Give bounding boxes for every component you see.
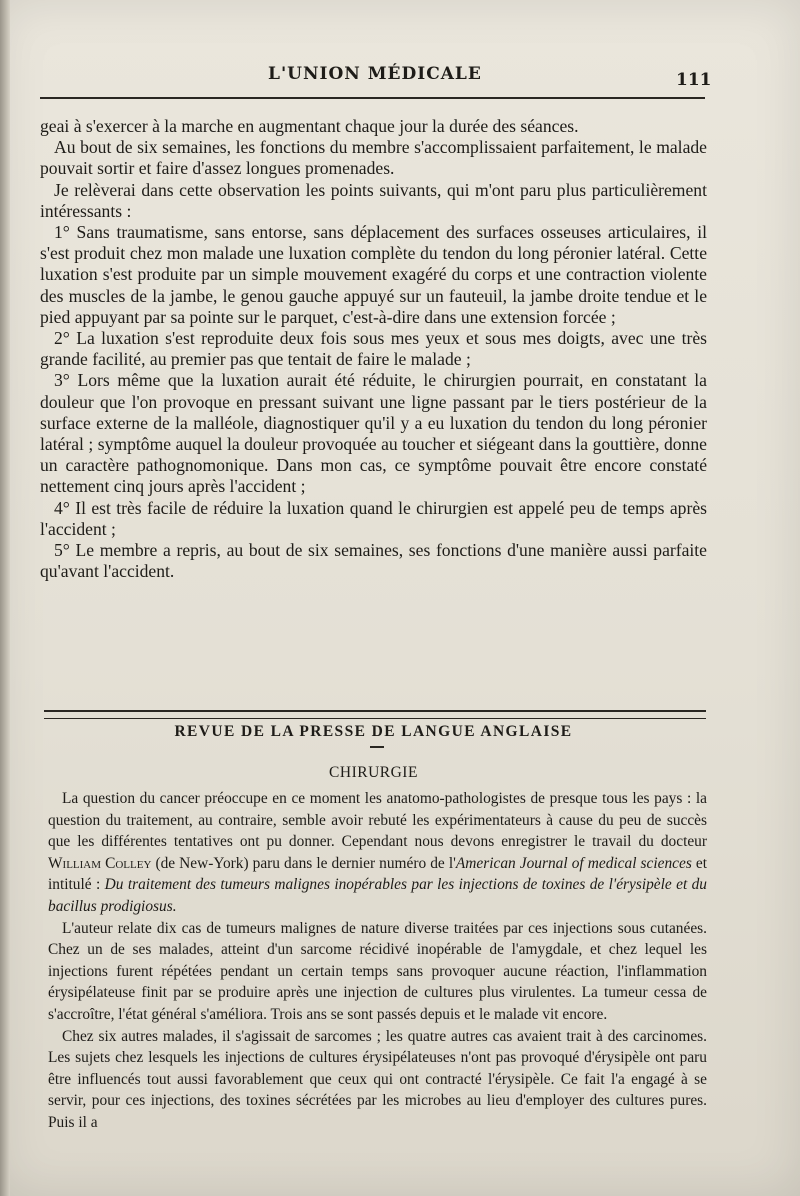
section-title: REVUE DE LA PRESSE DE LANGUE ANGLAISE xyxy=(174,723,573,740)
section-dash xyxy=(370,746,384,748)
numbered-point-5: 5° Le membre a repris, au bout de six semaines, ses fonctions d'une manière aussi parfaite qu'avant l'accident. xyxy=(40,540,707,582)
page-binding-edge xyxy=(0,0,10,1196)
author-name: William Colley xyxy=(48,854,152,872)
review-text-span: et intitulé : xyxy=(48,854,707,894)
review-paragraph-1 xyxy=(48,788,707,918)
paragraph: Au bout de six semaines, les fonctions du membre s'accomplissaient parfaitement, le malade pouvait sortir et faire d'assez longues promenades. xyxy=(40,137,707,179)
paragraph: Je relèverai dans cette observation les points suivants, qui m'ont paru plus particulièrement intéressants : xyxy=(40,179,707,221)
numbered-point-3: 3° Lors même que la luxation aurait été réduite, le chirurgien pourrait, en constatant la douleur que l'on provoque en pressant suivant une ligne passant par le tiers postérieur de la surface externe de la malléole, diagnostiquer qu'il y a eu luxation du tendon du long péronier latéral ; symptôme auquel la douleur provoquée au toucher et siégeant dans la gouttière, donne un caractère pathognomonique. Dans mon cas, ce symptôme pouvait être encore constaté nettement cinq jours après l'accident ; xyxy=(40,370,707,497)
review-paragraph-2: L'auteur relate dix cas de tumeurs malignes de nature diverse traitées par ces injections sous cutanées. Chez un de ses malades, atteint d'un sarcome récidivé inopérable de l'amygdale, et chez lequel les injections furent répétées pendant un certain temps sans provoquer aucune réaction, l'inflammation érysipélateuse finit par se produire après une injection de cultures plus virulentes. La tumeur cessa de s'accroître, l'état général s'améliora. Trois ans se sont passés depuis et le malade vit encore. xyxy=(48,919,707,1023)
journal-title: L'UNION MÉDICALE xyxy=(268,64,482,84)
section-divider xyxy=(44,710,706,719)
journal-name: American Journal of medical sciences xyxy=(455,854,692,872)
subsection-title: CHIRURGIE xyxy=(329,764,418,781)
review-text xyxy=(48,788,707,1134)
case-report-text xyxy=(40,116,707,582)
review-paragraph-3: Chez six autres malades, il s'agissait de sarcomes ; les quatre autres cas avaient trait à des carcinomes. Les sujets chez lesquels les injections de cultures érysipélateuses n'ont pas provoqué d'érysipèle ont paru être influencés tout aussi favorablement que ceux qui ont contracté l'érysipèle. Ce fait l'a engagé à se servir, pour ces injections, des toxines sécrétées par les microbes au lieu d'employer des cultures pures. Puis il a xyxy=(48,1027,707,1131)
paragraph: geai à s'exercer à la marche en augmentant chaque jour la durée des séances. xyxy=(40,116,579,136)
numbered-point-2: 2° La luxation s'est reproduite deux fois sous mes yeux et sous mes doigts, avec une très grande facilité, au premier pas que tentait de faire le malade ; xyxy=(40,328,707,370)
numbered-point-1: 1° Sans traumatisme, sans entorse, sans déplacement des surfaces osseuses articulaires, il s'est produit chez mon malade une luxation complète du tendon du long péronier latéral. Cette luxation s'est produite par un simple mouvement exagéré du corps et une contraction violente des muscles de la jambe, le genou gauche appuyé sur un fauteuil, la jambe droite tendue et le pied appuyant par sa pointe sur le parquet, c'est-à-dire dans une extension forcée ; xyxy=(40,222,707,327)
running-head xyxy=(0,58,800,98)
header-rule xyxy=(40,97,705,99)
review-text-span: (de New-York) paru dans le dernier numéro de l' xyxy=(151,854,456,872)
page-number: 111 xyxy=(676,70,712,90)
numbered-point-4: 4° Il est très facile de réduire la luxation quand le chirurgien est appelé peu de temps après l'accident ; xyxy=(40,497,707,539)
article-title: Du traitement des tumeurs malignes inopérables par les injections de toxines de l'érysipèle et du bacillus prodigiosus. xyxy=(48,876,708,915)
review-text-span: La question du cancer préoccupe en ce moment les anatomo-pathologistes de presque tous les pays : la question du traitement, au contraire, semble avoir rebuté les expérimentateurs à cause du peu de succès que les différentes tentatives ont pu donner. Cependant nous devons enregistrer le travail du docteur xyxy=(48,790,707,851)
